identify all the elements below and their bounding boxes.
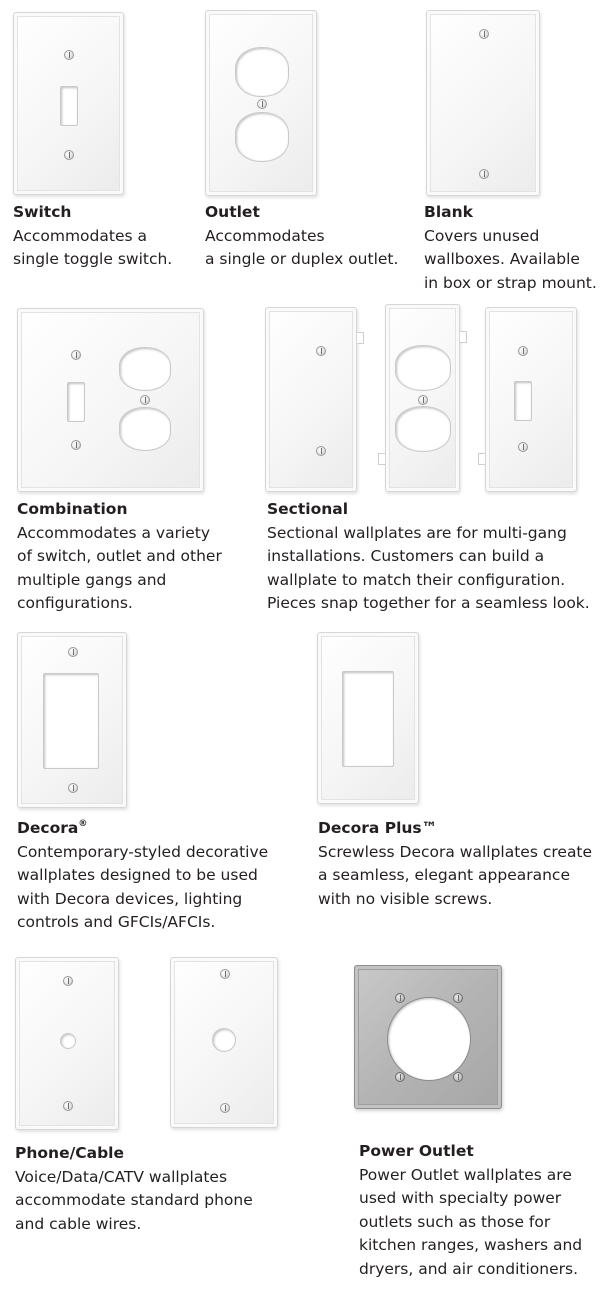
outlet-title: Outlet xyxy=(205,203,260,221)
outlet-caption xyxy=(205,201,415,272)
toggle-opening xyxy=(67,382,85,422)
phone-cable-wallplate-alt-image xyxy=(170,957,278,1128)
screw-icon xyxy=(68,783,78,793)
screw-icon xyxy=(220,1103,230,1113)
decora-description: Contemporary-styled decorative wallplates designed to be used with Decora devices, lighting controls and GFCIs/AFCIs. xyxy=(17,842,269,931)
screw-icon xyxy=(395,993,405,1003)
screw-icon xyxy=(71,440,81,450)
decora-wallplate-image xyxy=(17,632,127,808)
combination-caption xyxy=(17,498,257,616)
screw-icon xyxy=(220,969,230,979)
switch-wallplate-image xyxy=(13,12,124,195)
switch-caption xyxy=(13,201,198,272)
screw-icon xyxy=(68,647,78,657)
screw-icon xyxy=(316,346,326,356)
sectional-caption xyxy=(267,498,609,616)
screw-icon xyxy=(418,395,428,405)
screw-icon xyxy=(518,442,528,452)
outlet-opening xyxy=(235,112,289,162)
outlet-opening xyxy=(119,407,171,451)
blank-wallplate-image xyxy=(426,10,540,196)
decora-title-text: Decora xyxy=(17,819,79,837)
toggle-opening xyxy=(514,381,532,421)
screw-icon xyxy=(453,993,463,1003)
blank-caption xyxy=(424,201,608,295)
screw-icon xyxy=(71,350,81,360)
decora-plus-wallplate-image xyxy=(317,632,419,804)
switch-title: Switch xyxy=(13,203,72,221)
phone-cable-wallplate-image xyxy=(15,957,119,1130)
outlet-opening xyxy=(119,347,171,391)
snap-tab xyxy=(460,331,467,343)
snap-tab xyxy=(357,332,364,344)
decora-plus-description: Screwless Decora wallplates create a seamless, elegant appearance with no visible screws. xyxy=(318,842,593,908)
outlet-opening xyxy=(395,345,451,391)
snap-tab xyxy=(378,453,385,465)
combination-description: Accommodates a variety of switch, outlet and other multiple gangs and configurations. xyxy=(17,523,222,612)
power-outlet-caption xyxy=(359,1140,609,1281)
phone-cable-caption xyxy=(15,1142,285,1236)
outlet-opening xyxy=(235,47,289,97)
screw-icon xyxy=(63,1101,73,1111)
switch-description: Accommodates a single toggle switch. xyxy=(13,226,173,268)
screw-icon xyxy=(518,346,528,356)
power-outlet-wallplate-image xyxy=(354,965,502,1109)
screw-icon xyxy=(140,395,150,405)
sectional-switch-piece-image xyxy=(485,307,577,492)
cable-opening xyxy=(60,1033,76,1049)
combination-title: Combination xyxy=(17,500,128,518)
screw-icon xyxy=(64,50,74,60)
outlet-opening xyxy=(395,406,451,452)
phone-cable-title: Phone/Cable xyxy=(15,1144,125,1162)
screw-icon xyxy=(316,446,326,456)
decora-plus-title: Decora Plus™ xyxy=(318,819,438,837)
screw-icon xyxy=(479,29,489,39)
sectional-outlet-piece-image xyxy=(385,304,460,492)
toggle-opening xyxy=(60,86,78,126)
screw-icon xyxy=(395,1072,405,1082)
decora-caption xyxy=(17,817,297,935)
decora-title xyxy=(17,817,297,841)
snap-tab xyxy=(478,453,485,465)
cable-opening xyxy=(212,1028,236,1052)
sectional-title: Sectional xyxy=(267,500,349,518)
power-outlet-description: Power Outlet wallplates are used with specialty power outlets such as those for kitchen ranges, washers and dryers, and air conditioners. xyxy=(359,1165,583,1278)
screw-icon xyxy=(479,169,489,179)
power-receptacle-opening xyxy=(387,997,471,1081)
sectional-end-piece-image xyxy=(265,307,357,492)
screw-icon xyxy=(63,976,73,986)
combination-wallplate-image xyxy=(17,308,204,492)
sectional-description: Sectional wallplates are for multi-gang installations. Customers can build a wallplate to match their configuration. Pieces snap together for a seamless look. xyxy=(267,523,590,612)
blank-title: Blank xyxy=(424,203,473,221)
screw-icon xyxy=(64,150,74,160)
screw-icon xyxy=(453,1072,463,1082)
registered-mark: ® xyxy=(78,819,88,829)
phone-cable-description: Voice/Data/CATV wallplates accommodate standard phone and cable wires. xyxy=(15,1167,253,1233)
screw-icon xyxy=(257,99,267,109)
outlet-description: Accommodates a single or duplex outlet. xyxy=(205,226,399,268)
decora-opening xyxy=(342,671,394,767)
decora-opening xyxy=(43,673,99,769)
power-outlet-title: Power Outlet xyxy=(359,1142,474,1160)
blank-description: Covers unused wallboxes. Available in box or strap mount. xyxy=(424,226,597,292)
decora-plus-caption xyxy=(318,817,608,911)
outlet-wallplate-image xyxy=(205,10,317,196)
